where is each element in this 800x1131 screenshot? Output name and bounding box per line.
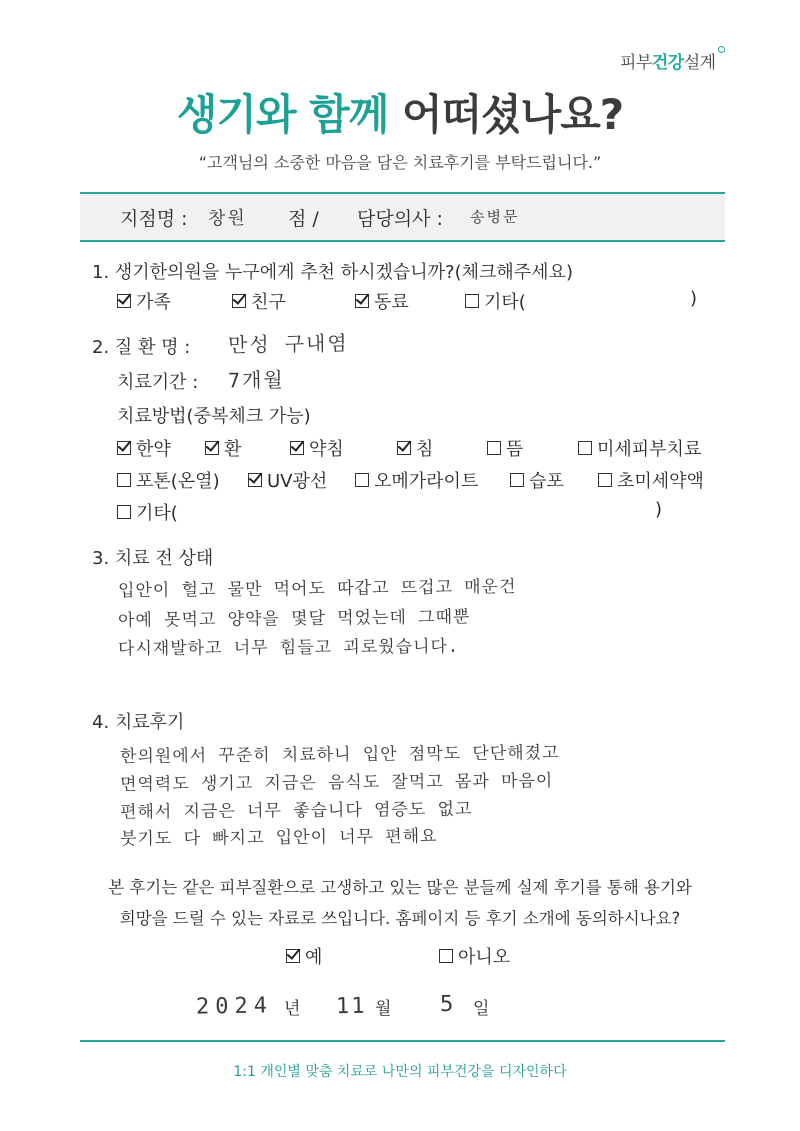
method-close-paren: ) [655,499,663,520]
method-ultra-fine[interactable] [598,467,704,493]
method-label: 약침 [309,439,344,460]
q4-label: 4. 치료후기 [92,712,185,733]
checkbox-icon [117,294,131,308]
q2-period-label: 치료기간 : [117,372,199,393]
q1-option-colleague[interactable] [355,288,409,314]
q1-option-other[interactable] [465,288,526,314]
consent-no-label: 아니오 [458,947,511,968]
doctor-value: 송병문 [469,207,520,227]
checkbox-icon [117,441,131,455]
q1-option-label: 동료 [374,292,409,313]
date-day: 5 [439,991,456,1018]
checkbox-icon [286,949,300,963]
method-acupuncture[interactable] [397,435,433,461]
method-label: UV광선 [267,471,328,492]
method-label: 기타( [136,503,178,524]
brand-dot-icon [718,46,725,53]
q3-line: 다시재발하고 너무 힘들고 괴로웠습니다. [117,636,460,660]
checkbox-icon [487,441,501,455]
method-label: 한약 [136,439,171,460]
method-photon[interactable] [117,467,220,493]
title-accent: 생기와 함께 [176,90,389,139]
footer-divider [80,1040,725,1042]
method-label: 습포 [529,471,564,492]
q1-option-family[interactable] [117,288,171,314]
method-label: 미세피부치료 [597,439,702,460]
date-year-unit: 년 [284,999,301,1019]
consent-no[interactable] [439,943,510,969]
consent-line-1: 본 후기는 같은 피부질환으로 고생하고 있는 많은 분들께 실제 후기를 통해 용기와 [108,878,692,897]
checkbox-icon [355,294,369,308]
checkbox-icon [290,441,304,455]
date-day-unit: 일 [473,999,490,1019]
q3-line: 입안이 헐고 물만 먹어도 따갑고 뜨겁고 매운건 [117,576,517,602]
brand-prefix: 피부 [620,53,652,73]
method-label: 환 [224,439,242,460]
consent-yes-label: 예 [305,947,323,968]
date-year: 2024 [195,993,274,1020]
doctor-label: 담당의사 : [357,208,443,230]
date-month-unit: 월 [375,999,392,1019]
checkbox-icon [232,294,246,308]
q2-period-value: 7개월 [227,367,285,393]
page-title [0,82,800,142]
method-uv[interactable] [248,467,327,493]
q1-question: 1. 생기한의원을 누구에게 추천 하시겠습니까?(체크해주세요) [92,262,573,283]
q1-option-label: 기타( [484,292,526,313]
method-label: 포톤(온열) [136,471,220,492]
q3-line: 아예 못먹고 양약을 몇달 먹었는데 그때뿐 [117,607,471,631]
method-label: 침 [416,439,434,460]
method-moxibustion[interactable] [487,435,523,461]
q3-label: 3. 치료 전 상태 [92,548,214,569]
page-subtitle: “고객님의 소중한 마음을 담은 치료후기를 부탁드립니다.” [198,153,602,172]
brand-logo [620,48,725,73]
checkbox-icon [248,473,262,487]
method-pharmacopuncture[interactable] [290,435,344,461]
q1-close-paren: ) [690,288,698,309]
footer-tagline: 1:1 개인별 맞춤 치료로 나만의 피부건강을 디자인하다 [233,1064,567,1080]
checkbox-icon [578,441,592,455]
checkbox-icon [439,949,453,963]
checkbox-icon [355,473,369,487]
method-other[interactable] [117,499,178,525]
method-compress[interactable] [510,467,564,493]
branch-label: 지점명 : [120,208,188,230]
method-omega-light[interactable] [355,467,478,493]
q4-line: 편해서 지금은 너무 좋습니다 염증도 없고 [119,799,473,823]
q4-line: 한의원에서 꾸준히 치료하니 입안 점막도 단단해졌고 [119,743,560,767]
q4-line: 붓기도 다 빠지고 입안이 너무 편해요 [119,826,438,850]
date-month: 11 [335,993,367,1020]
method-herbal[interactable] [117,435,171,461]
q2-method-label: 치료방법(중복체크 가능) [117,406,311,427]
checkbox-icon [117,473,131,487]
method-label: 오메가라이트 [374,471,479,492]
brand-suffix: 설계 [683,53,716,73]
branch-suffix: 점 / [288,208,319,230]
title-dark: 어떠셨나요? [401,90,624,139]
brand-accent: 건강 [651,53,684,73]
q1-option-label: 친구 [251,292,286,313]
q4-line: 면역력도 생기고 지금은 음식도 잘먹고 몸과 마음이 [119,771,554,795]
method-pill[interactable] [205,435,241,461]
consent-yes[interactable] [286,943,322,969]
method-micro-skin[interactable] [578,435,701,461]
checkbox-icon [510,473,524,487]
checkbox-icon [205,441,219,455]
branch-value: 창원 [207,207,247,230]
q2-disease-value: 만성 구내염 [227,330,349,358]
q2-disease-label: 2. 질 환 명 : [92,337,191,358]
method-label: 초미세약액 [617,471,704,492]
consent-line-2: 희망을 드릴 수 있는 자료로 쓰입니다. 홈페이지 등 후기 소개에 동의하시나요? [119,909,681,928]
checkbox-icon [117,505,131,519]
checkbox-icon [598,473,612,487]
q1-option-friend[interactable] [232,288,286,314]
q1-option-label: 가족 [136,292,171,313]
checkbox-icon [397,441,411,455]
method-label: 뜸 [506,439,524,460]
checkbox-icon [465,294,479,308]
